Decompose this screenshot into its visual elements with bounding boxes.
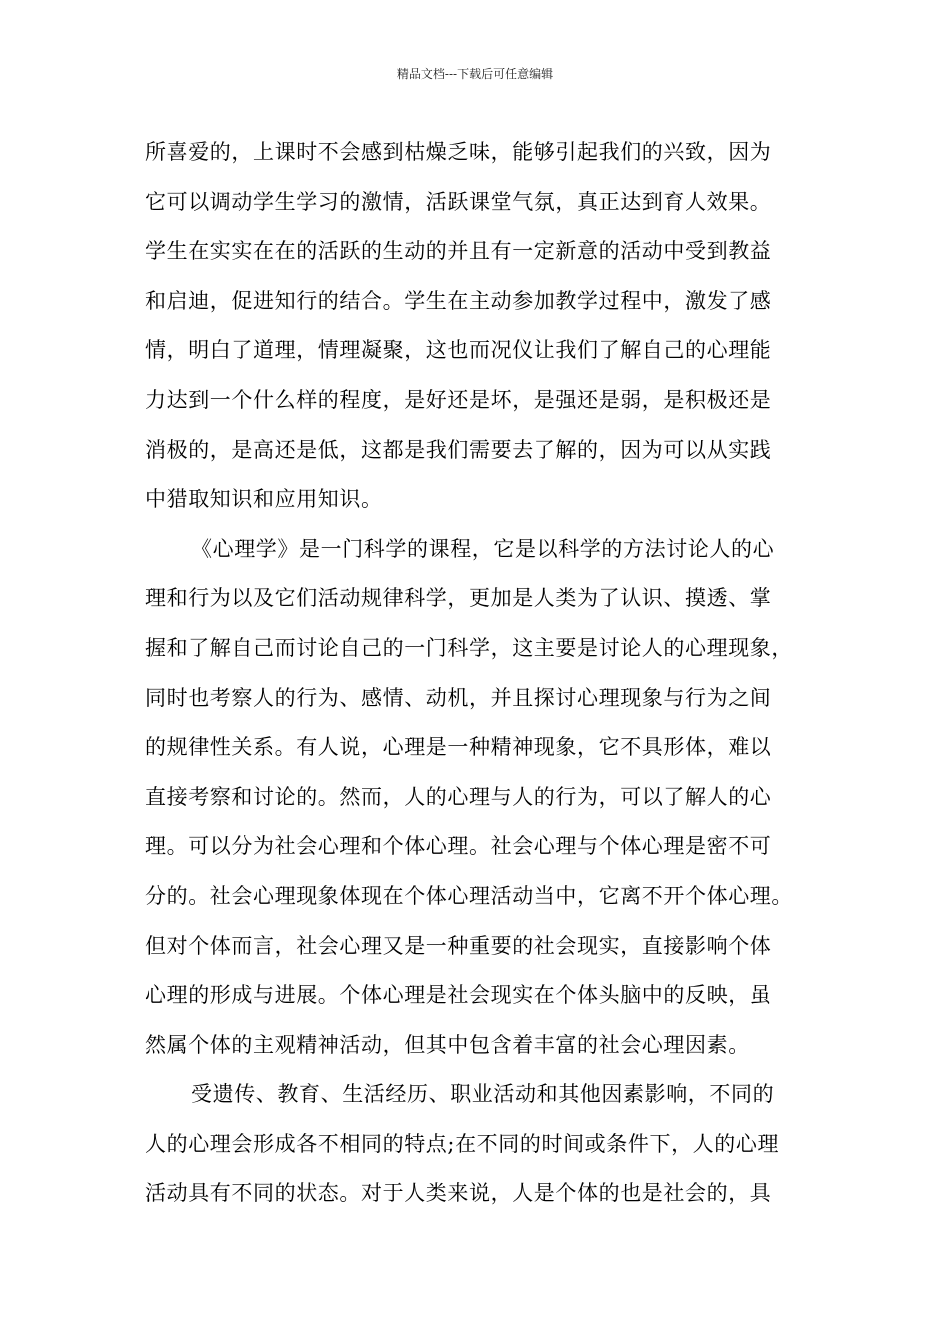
text-line: 然属个体的主观精神活动，但其中包含着丰富的社会心理因素。 — [145, 1032, 750, 1057]
text-line: 中猎取知识和应用知识。 — [145, 487, 383, 512]
text-line: 它可以调动学生学习的激情，活跃课堂气氛，真正达到育人效果。 — [145, 189, 772, 214]
body-text — [145, 128, 820, 1219]
paragraph-first-line: 《心理学》是一门科学的课程，它是以科学的方法讨论人的心 — [191, 536, 775, 561]
text-line: 情，明白了道理，情理凝聚，这也而况仪让我们了解自己的心理能 — [145, 338, 772, 363]
text-line: 和启迪，促进知行的结合。学生在主动参加教学过程中，激发了感 — [145, 288, 772, 313]
text-line: 人的心理会形成各不相同的特点;在不同的时间或条件下，人的心理 — [145, 1131, 780, 1156]
page-header: 精品文档---下载后可任意编辑 — [396, 67, 554, 81]
text-line: 握和了解自己而讨论自己的一门科学，这主要是讨论人的心理现象， — [145, 635, 793, 660]
text-line: 理和行为以及它们活动规律科学，更加是人类为了认识、摸透、掌 — [145, 586, 772, 611]
text-line: 力达到一个什么样的程度，是好还是坏，是强还是弱，是积极还是 — [145, 387, 772, 412]
text-line: 直接考察和讨论的。然而，人的心理与人的行为，可以了解人的心 — [145, 784, 772, 809]
text-line: 但对个体而言，社会心理又是一种重要的社会现实，直接影响个体 — [145, 933, 772, 958]
text-line: 同时也考察人的行为、感情、动机，并且探讨心理现象与行为之间 — [145, 685, 772, 710]
text-line: 的规律性关系。有人说，心理是一种精神现象，它不具形体，难以 — [145, 735, 772, 760]
paragraph-first-line: 受遗传、教育、生活经历、职业活动和其他因素影响，不同的 — [191, 1082, 775, 1107]
text-line: 所喜爱的，上课时不会感到枯燥乏味，能够引起我们的兴致，因为 — [145, 140, 772, 164]
text-line: 学生在实实在在的活跃的生动的并且有一定新意的活动中受到教益 — [145, 239, 772, 264]
text-line: 理。可以分为社会心理和个体心理。社会心理与个体心理是密不可 — [145, 834, 772, 859]
text-line: 消极的，是高还是低，这都是我们需要去了解的，因为可以从实践 — [145, 437, 772, 462]
text-line: 心理的形成与进展。个体心理是社会现实在个体头脑中的反映，虽 — [145, 983, 772, 1008]
text-line: 活动具有不同的状态。对于人类来说，人是个体的也是社会的，具 — [145, 1181, 772, 1206]
text-line: 分的。社会心理现象体现在个体心理活动当中，它离不开个体心理。 — [145, 883, 793, 908]
